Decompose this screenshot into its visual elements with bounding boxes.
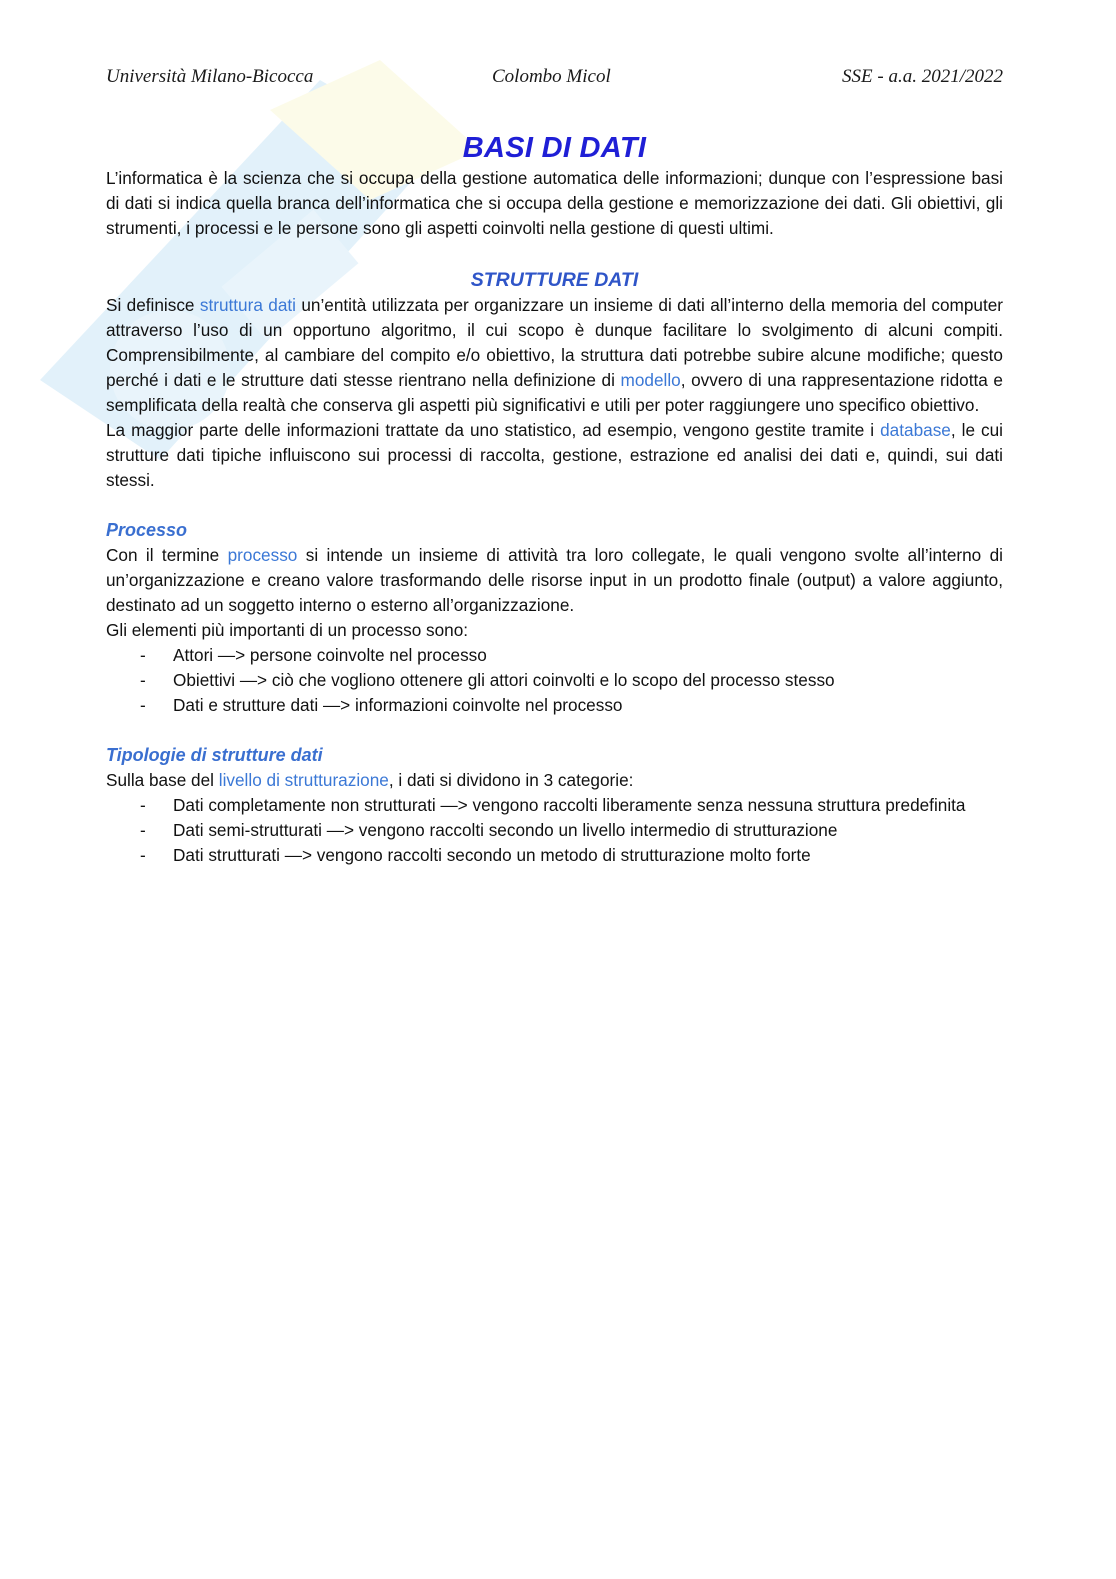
keyword-livello-strutturazione: livello di strutturazione bbox=[218, 770, 389, 790]
list-item: - Dati semi-strutturati —> vengono raccolti secondo un livello intermedio di strutturazione bbox=[140, 820, 838, 840]
keyword-modello: modello bbox=[620, 370, 681, 390]
list-item: - Dati completamente non strutturati —> vengono raccolti liberamente senza nessuna struttura predefinita bbox=[140, 795, 966, 815]
document-body bbox=[106, 130, 1003, 868]
processo-paragraph-2: Gli elementi più importanti di un processo sono: bbox=[106, 620, 469, 640]
page-title: BASI DI DATI bbox=[462, 132, 647, 164]
tipologie-paragraph-1: Sulla base del livello di strutturazione, i dati si dividono in 3 categorie: bbox=[106, 770, 634, 790]
processo-list bbox=[106, 643, 1003, 718]
header-university: Università Milano-Bicocca bbox=[106, 66, 314, 87]
list-item: - Obiettivi —> ciò che vogliono ottenere gli attori coinvolti e lo scopo del processo stesso bbox=[140, 670, 835, 690]
list-item: - Dati strutturati —> vengono raccolti secondo un metodo di strutturazione molto forte bbox=[140, 845, 811, 865]
keyword-struttura-dati: struttura dati bbox=[199, 295, 296, 315]
keyword-database: database bbox=[880, 420, 951, 440]
section-title-strutture: STRUTTURE DATI bbox=[470, 269, 639, 291]
processo-paragraph-1: Con il termine processo si intende un insieme di attività tra loro collegate, le quali vengono svolte all’interno di un’organizzazione e creano valore trasformando delle risorse input in un prodotto finale (output) a valore aggiunto, destinato ad un soggetto interno o esterno all’organizzazione. bbox=[106, 545, 1003, 615]
header-course: SSE - a.a. 2021/2022 bbox=[842, 66, 1003, 87]
strutture-paragraph-2: La maggior parte delle informazioni trattate da uno statistico, ad esempio, vengono gestite tramite i database, le cui strutture dati tipiche influiscono sui processi di raccolta, gestione, estrazione ed analisi dei dati e, quindi, sui dati stessi. bbox=[106, 420, 1003, 490]
list-item: - Dati e strutture dati —> informazioni coinvolte nel processo bbox=[140, 695, 623, 715]
keyword-processo: processo bbox=[227, 545, 298, 565]
subsection-title-tipologie: Tipologie di strutture dati bbox=[106, 745, 323, 765]
page-header bbox=[106, 66, 1003, 92]
intro-paragraph: L’informatica è la scienza che si occupa della gestione automatica delle informazioni; dunque con l’espressione basi di dati si indica quella branca dell’informatica che si occupa della gestione e memorizzazione dei dati. Gli obiettivi, gli strumenti, i processi e le persone sono gli aspetti coinvolti nella gestione di questi ultimi. bbox=[106, 168, 1003, 238]
header-author: Colombo Micol bbox=[492, 66, 611, 87]
strutture-paragraph-1: Si definisce struttura dati un’entità utilizzata per organizzare un insieme di dati all’interno della memoria del computer attraverso l’uso di un opportuno algoritmo, il cui scopo è dunque facilitare lo svolgimento di alcuni compiti. Comprensibilmente, al cambiare del compito e/o obiettivo, la struttura dati potrebbe subire alcune modifiche; questo perché i dati e le strutture dati stesse rientrano nella definizione di modello, ovvero di una rappresentazione ridotta e semplificata della realtà che conserva gli aspetti più significativi e utili per poter raggiungere uno specifico obiettivo. bbox=[106, 295, 1004, 415]
subsection-title-processo: Processo bbox=[106, 520, 188, 540]
list-item: - Attori —> persone coinvolte nel processo bbox=[140, 645, 487, 665]
tipologie-list bbox=[106, 793, 1003, 868]
